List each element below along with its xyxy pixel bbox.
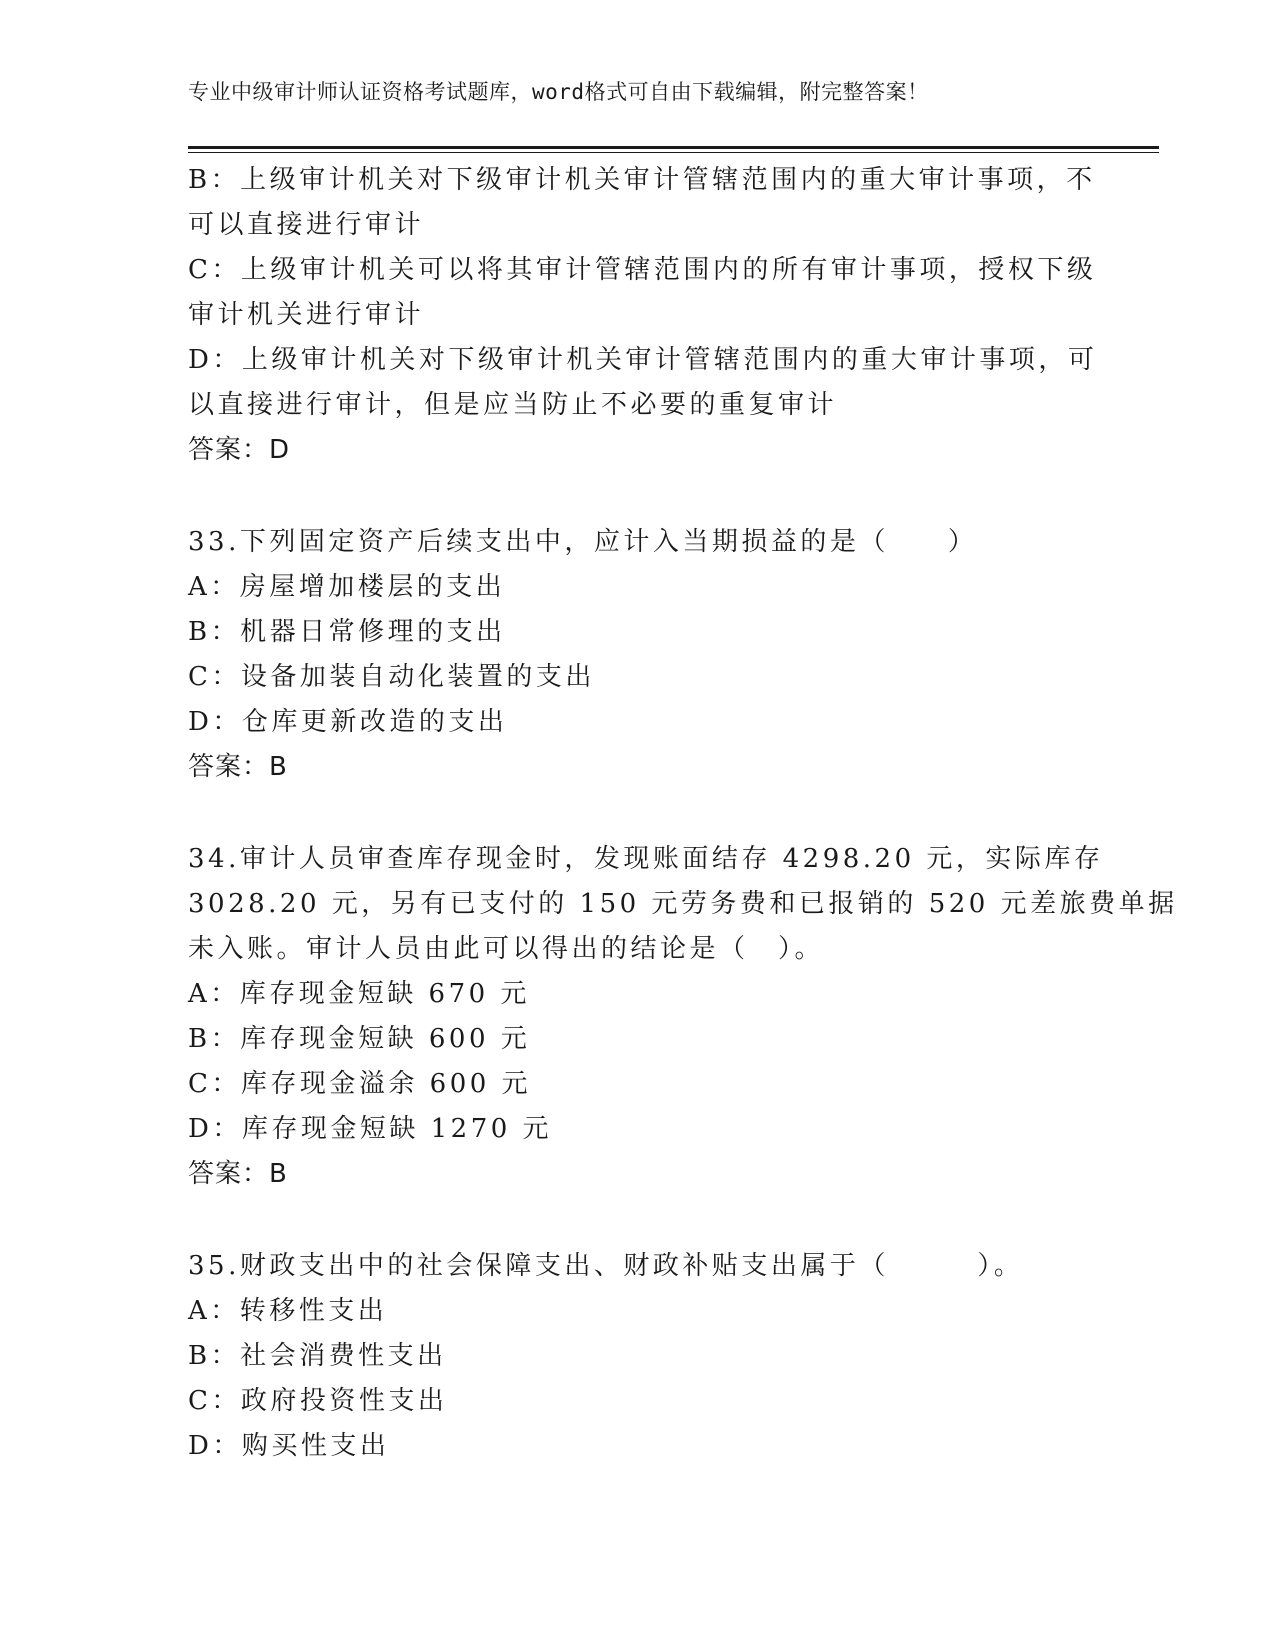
question-stem: 未入账。审计人员由此可以得出的结论是（ ）。 bbox=[188, 934, 825, 964]
option-c: C：设备加装自动化装置的支出 bbox=[188, 662, 595, 692]
option-d: D：库存现金短缺 1270 元 bbox=[188, 1114, 553, 1144]
option-b bbox=[188, 158, 1096, 248]
question-stem: 3028.20 元，另有已支付的 150 元劳务费和已报销的 520 元差旅费单据 bbox=[188, 889, 1178, 919]
question-35 bbox=[188, 1244, 1088, 1469]
option-line: 可以直接进行审计 bbox=[188, 210, 425, 240]
page-header: 专业中级审计师认证资格考试题库，word格式可自由下载编辑，附完整答案！ bbox=[188, 80, 929, 104]
question-stem: 34.审计人员审查库存现金时，发现账面结存 4298.20 元，实际库存 bbox=[188, 844, 1104, 874]
option-line: B：上级审计机关对下级审计机关审计管辖范围内的重大审计事项，不 bbox=[188, 165, 1096, 195]
option-a: A：房屋增加楼层的支出 bbox=[188, 572, 506, 602]
option-d: D：仓库更新改造的支出 bbox=[188, 707, 508, 737]
option-b: B：社会消费性支出 bbox=[188, 1341, 447, 1371]
answer: 答案：D bbox=[188, 435, 291, 465]
option-a: A：转移性支出 bbox=[188, 1296, 388, 1326]
question-stem: 33.下列固定资产后续支出中，应计入当期损益的是（ ） bbox=[188, 527, 978, 557]
option-b: B：库存现金短缺 600 元 bbox=[188, 1024, 531, 1054]
header-rule-thick bbox=[188, 146, 1159, 149]
option-line: D：上级审计机关对下级审计机关审计管辖范围内的重大审计事项，可 bbox=[188, 345, 1098, 375]
option-c bbox=[188, 248, 1097, 338]
option-a: A：库存现金短缺 670 元 bbox=[188, 979, 530, 1009]
header-rule-thin bbox=[188, 152, 1159, 153]
option-c: C：库存现金溢余 600 元 bbox=[188, 1069, 532, 1099]
continued-question bbox=[188, 158, 1098, 473]
option-b: B：机器日常修理的支出 bbox=[188, 617, 506, 647]
question-34 bbox=[188, 837, 1178, 1197]
document-body bbox=[188, 158, 1178, 1469]
question-33 bbox=[188, 520, 1088, 790]
option-c: C：政府投资性支出 bbox=[188, 1386, 448, 1416]
option-line: 审计机关进行审计 bbox=[188, 300, 425, 330]
question-stem: 35.财政支出中的社会保障支出、财政补贴支出属于（ ）。 bbox=[188, 1251, 1024, 1281]
option-d bbox=[188, 338, 1098, 428]
answer: 答案：B bbox=[188, 752, 288, 782]
option-d: D：购买性支出 bbox=[188, 1431, 390, 1461]
option-line: C：上级审计机关可以将其审计管辖范围内的所有审计事项，授权下级 bbox=[188, 255, 1097, 285]
option-line: 以直接进行审计，但是应当防止不必要的重复审计 bbox=[188, 390, 838, 420]
answer: 答案：B bbox=[188, 1159, 288, 1189]
